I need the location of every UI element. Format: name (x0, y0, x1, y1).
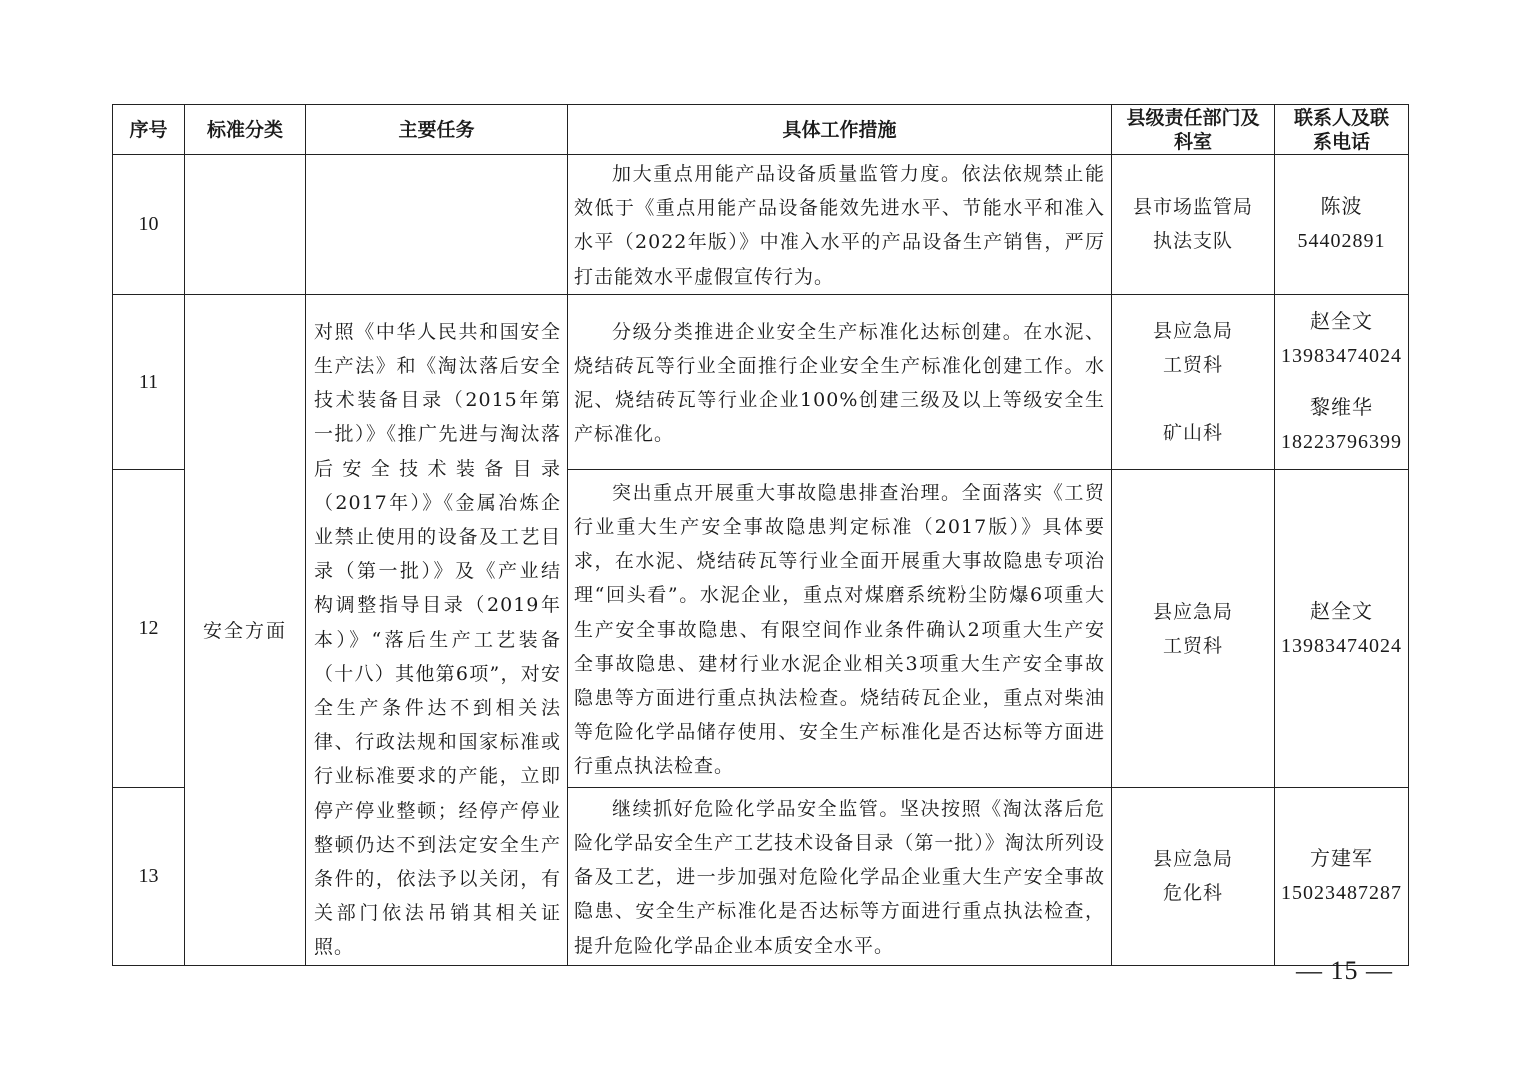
header-category: 标准分类 (185, 105, 306, 155)
measures-text: 加大重点用能产品设备质量监管力度。依法依规禁止能效低于《重点用能产品设备能效先进水平、节能水平和准入水平（2022年版）》中准入水平的产品设备生产销售，严厉打击能效水平虚假宣传行为。 (574, 163, 1105, 288)
header-dept (1112, 105, 1275, 155)
row-contact (1275, 787, 1409, 965)
contact-phone: 18223796399 (1281, 431, 1402, 454)
task-text: 对照《中华人民共和国安全生产法》和《淘汰落后安全技术装备目录（2015年第一批）》《推广先进与淘汰落后安全技术装备目录（2017年）》《金属冶炼企业禁止使用的设备及工艺目录（第一批）》及《产业结构调整指导目录（2019年本）》“落后生产工艺装备（十八）其他第6项”，对安全生产条件达不到相关法律、行政法规和国家标准或行业标准要求的产能，立即停产停业整顿；经停产停业整顿仍达不到法定安全生产条件的，依法予以关闭，有关部门依法吊销其相关证照。 (314, 320, 561, 959)
header-dept-line2: 科室 (1173, 130, 1212, 153)
dept-line: 执法支队 (1152, 230, 1233, 253)
contact-spacer (1275, 373, 1408, 391)
header-seq: 序号 (113, 105, 185, 155)
row-measures (568, 294, 1112, 470)
dept-line: 矿山科 (1162, 422, 1223, 445)
contact-phone: 15023487287 (1281, 882, 1402, 905)
task-cell (306, 294, 568, 965)
row-dept (1112, 294, 1275, 470)
contact-phone: 54402891 (1297, 230, 1386, 253)
dept-spacer (1112, 382, 1274, 416)
contact-name: 陈波 (1320, 196, 1363, 219)
row-seq: 10 (113, 155, 185, 295)
contact-name: 赵全文 (1310, 600, 1373, 623)
contact-name: 方建军 (1310, 848, 1373, 871)
dept-line: 工贸科 (1162, 354, 1223, 377)
header-contact-line1: 联系人及联 (1293, 106, 1389, 129)
header-measures: 具体工作措施 (568, 105, 1112, 155)
contact-phone: 13983474024 (1281, 345, 1402, 368)
row-dept (1112, 787, 1275, 965)
header-row (113, 105, 1409, 155)
contact-name: 黎维华 (1310, 397, 1373, 420)
category-cell: 安全方面 (185, 294, 306, 965)
table-row (113, 155, 1409, 295)
row-measures (568, 470, 1112, 787)
page-number: — 15 — (1296, 956, 1393, 985)
contact-phone: 13983474024 (1281, 634, 1402, 657)
row-dept (1112, 155, 1275, 295)
row-contact (1275, 155, 1409, 295)
header-contact-line2: 系电话 (1312, 130, 1370, 153)
measures-text: 分级分类推进企业安全生产标准化达标创建。在水泥、烧结砖瓦等行业全面推行企业安全生产标准化创建工作。水泥、烧结砖瓦等行业企业100%创建三级及以上等级安全生产标准化。 (574, 320, 1105, 446)
measures-text: 突出重点开展重大事故隐患排查治理。全面落实《工贸行业重大生产安全事故隐患判定标准（2017版）》具体要求，在水泥、烧结砖瓦等行业全面开展重大事故隐患专项治理“回头看”。水泥企业，重点对煤磨系统粉尘防爆6项重大生产安全事故隐患、有限空间作业条件确认2项重大生产安全事故隐患、建材行业水泥企业相关3项重大生产安全事故隐患等方面进行重点执法检查。烧结砖瓦企业，重点对柴油等危险化学品储存使用、安全生产标准化是否达标等方面进行重点执法检查。 (574, 481, 1105, 778)
dept-line: 县市场监管局 (1132, 196, 1253, 219)
row-dept (1112, 470, 1275, 787)
work-measures-table (112, 104, 1409, 966)
row-seq: 12 (113, 470, 185, 787)
row-contact (1275, 470, 1409, 787)
dept-line: 工贸科 (1162, 634, 1223, 657)
contact-name: 赵全文 (1310, 311, 1373, 334)
dept-line: 县应急局 (1152, 320, 1233, 343)
table-row (113, 294, 1409, 470)
row-measures (568, 787, 1112, 965)
row-contact (1275, 294, 1409, 470)
header-contact (1275, 105, 1409, 155)
row-measures (568, 155, 1112, 295)
row-seq: 11 (113, 294, 185, 470)
dept-line: 县应急局 (1152, 848, 1233, 871)
row-seq: 13 (113, 787, 185, 965)
dept-line: 县应急局 (1152, 600, 1233, 623)
measures-text: 继续抓好危险化学品安全监管。坚决按照《淘汰落后危险化学品安全生产工艺技术设备目录（第一批）》淘汰所列设备及工艺，进一步加强对危险化学品企业重大生产安全事故隐患、安全生产标准化是否达标等方面进行重点执法检查，提升危险化学品企业本质安全水平。 (574, 797, 1105, 957)
header-dept-line1: 县级责任部门及 (1126, 106, 1260, 129)
row-category-empty (185, 155, 306, 295)
dept-line: 危化科 (1162, 882, 1223, 905)
header-task: 主要任务 (306, 105, 568, 155)
row-task-empty (306, 155, 568, 295)
